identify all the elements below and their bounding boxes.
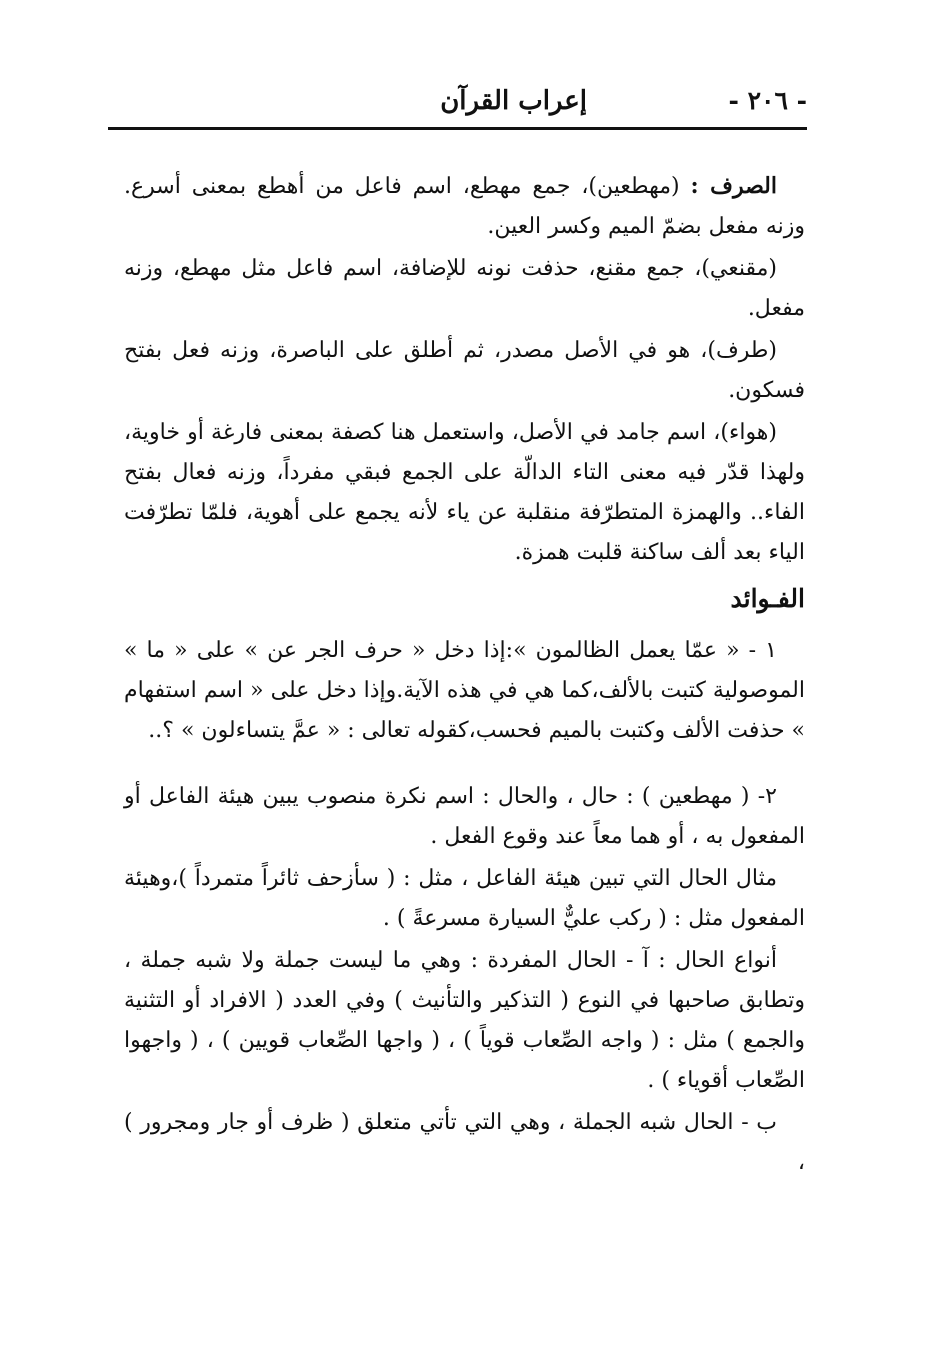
- fawaid-item-1: ١ - « عمّا يعمل الظالمون »:إذا دخل « حرف الجر عن » على « ما » الموصولية كتبت بالألف،كما هي في هذه الآية.وإذا دخل على « اسم استفهام » حذفت الألف وكتبت بالميم فحسب،كقوله تعالى : « عمَّ يتساءلون » ؟..: [124, 638, 805, 743]
- page-number: - ٢٠٦ -: [728, 86, 807, 115]
- shibh-jumla-paragraph: ب - الحال شبه الجملة ، وهي التي تأتي متعلق ( ظرف أو جار ومجرور ) ،: [124, 1110, 805, 1175]
- paragraph-gap: [124, 759, 805, 777]
- muqni-paragraph: (مقنعي)، جمع مقنع، حذفت نونه للإضافة، اسم فاعل مثل مهطع، وزنه مفعل.: [124, 256, 805, 321]
- sarf-label: الصرف :: [690, 173, 777, 199]
- page-header: [108, 84, 807, 128]
- header-divider: [108, 127, 807, 130]
- hawa-paragraph: (هواء)، اسم جامد في الأصل، واستعمل هنا كصفة بمعنى فارغة أو خاوية، ولهذا قدّر فيه معنى التاء الدالّة على الجمع فبقي مفرداً، وزنه فعال بفتح الفاء.. والهمزة المتطرّفة منقلبة عن ياء لأنه يجمع على أهوية، فلمّا تطرّفت الياء بعد ألف ساكنة قلبت همزة.: [124, 420, 805, 565]
- fawaid-heading: الفـوائد: [730, 584, 805, 613]
- sarf-paragraph: [124, 166, 805, 247]
- hal-example-paragraph: مثال الحال التي تبين هيئة الفاعل ، مثل : ( سأزحف ثائراً متمرداً )،وهيئة المفعول مثل : ( ركب عليٌّ السيارة مسرعةً ) .: [124, 866, 805, 931]
- fawaid-item-2: ٢- ( مهطعين ) : حال ، والحال : اسم نكرة منصوب يبين هيئة الفاعل أو المفعول به ، أو هما معاً عند وقوع الفعل .: [124, 784, 805, 849]
- page-content: [124, 166, 805, 1185]
- tarf-paragraph: (طرف)، هو في الأصل مصدر، ثم أطلق على الباصرة، وزنه فعل بفتح فسكون.: [124, 338, 805, 403]
- sarf-text: (مهطعين)، جمع مهطع، اسم فاعل من أهطع بمعنى أسرع. وزنه مفعل بضمّ الميم وكسر العين.: [124, 174, 805, 239]
- hal-types-paragraph: أنواع الحال : آ - الحال المفردة : وهي ما ليست جملة ولا شبه جملة ، وتطابق صاحبها في النوع ( التذكير والتأنيث ) وفي العدد ( الافراد أو التثنية والجمع ) مثل : ( واجه الصِّعاب قوياً ) ، ( واجها الصِّعاب قويين ) ، ( واجهوا الصِّعاب أقوياء ) .: [124, 948, 805, 1093]
- running-title: إعراب القرآن: [440, 86, 587, 116]
